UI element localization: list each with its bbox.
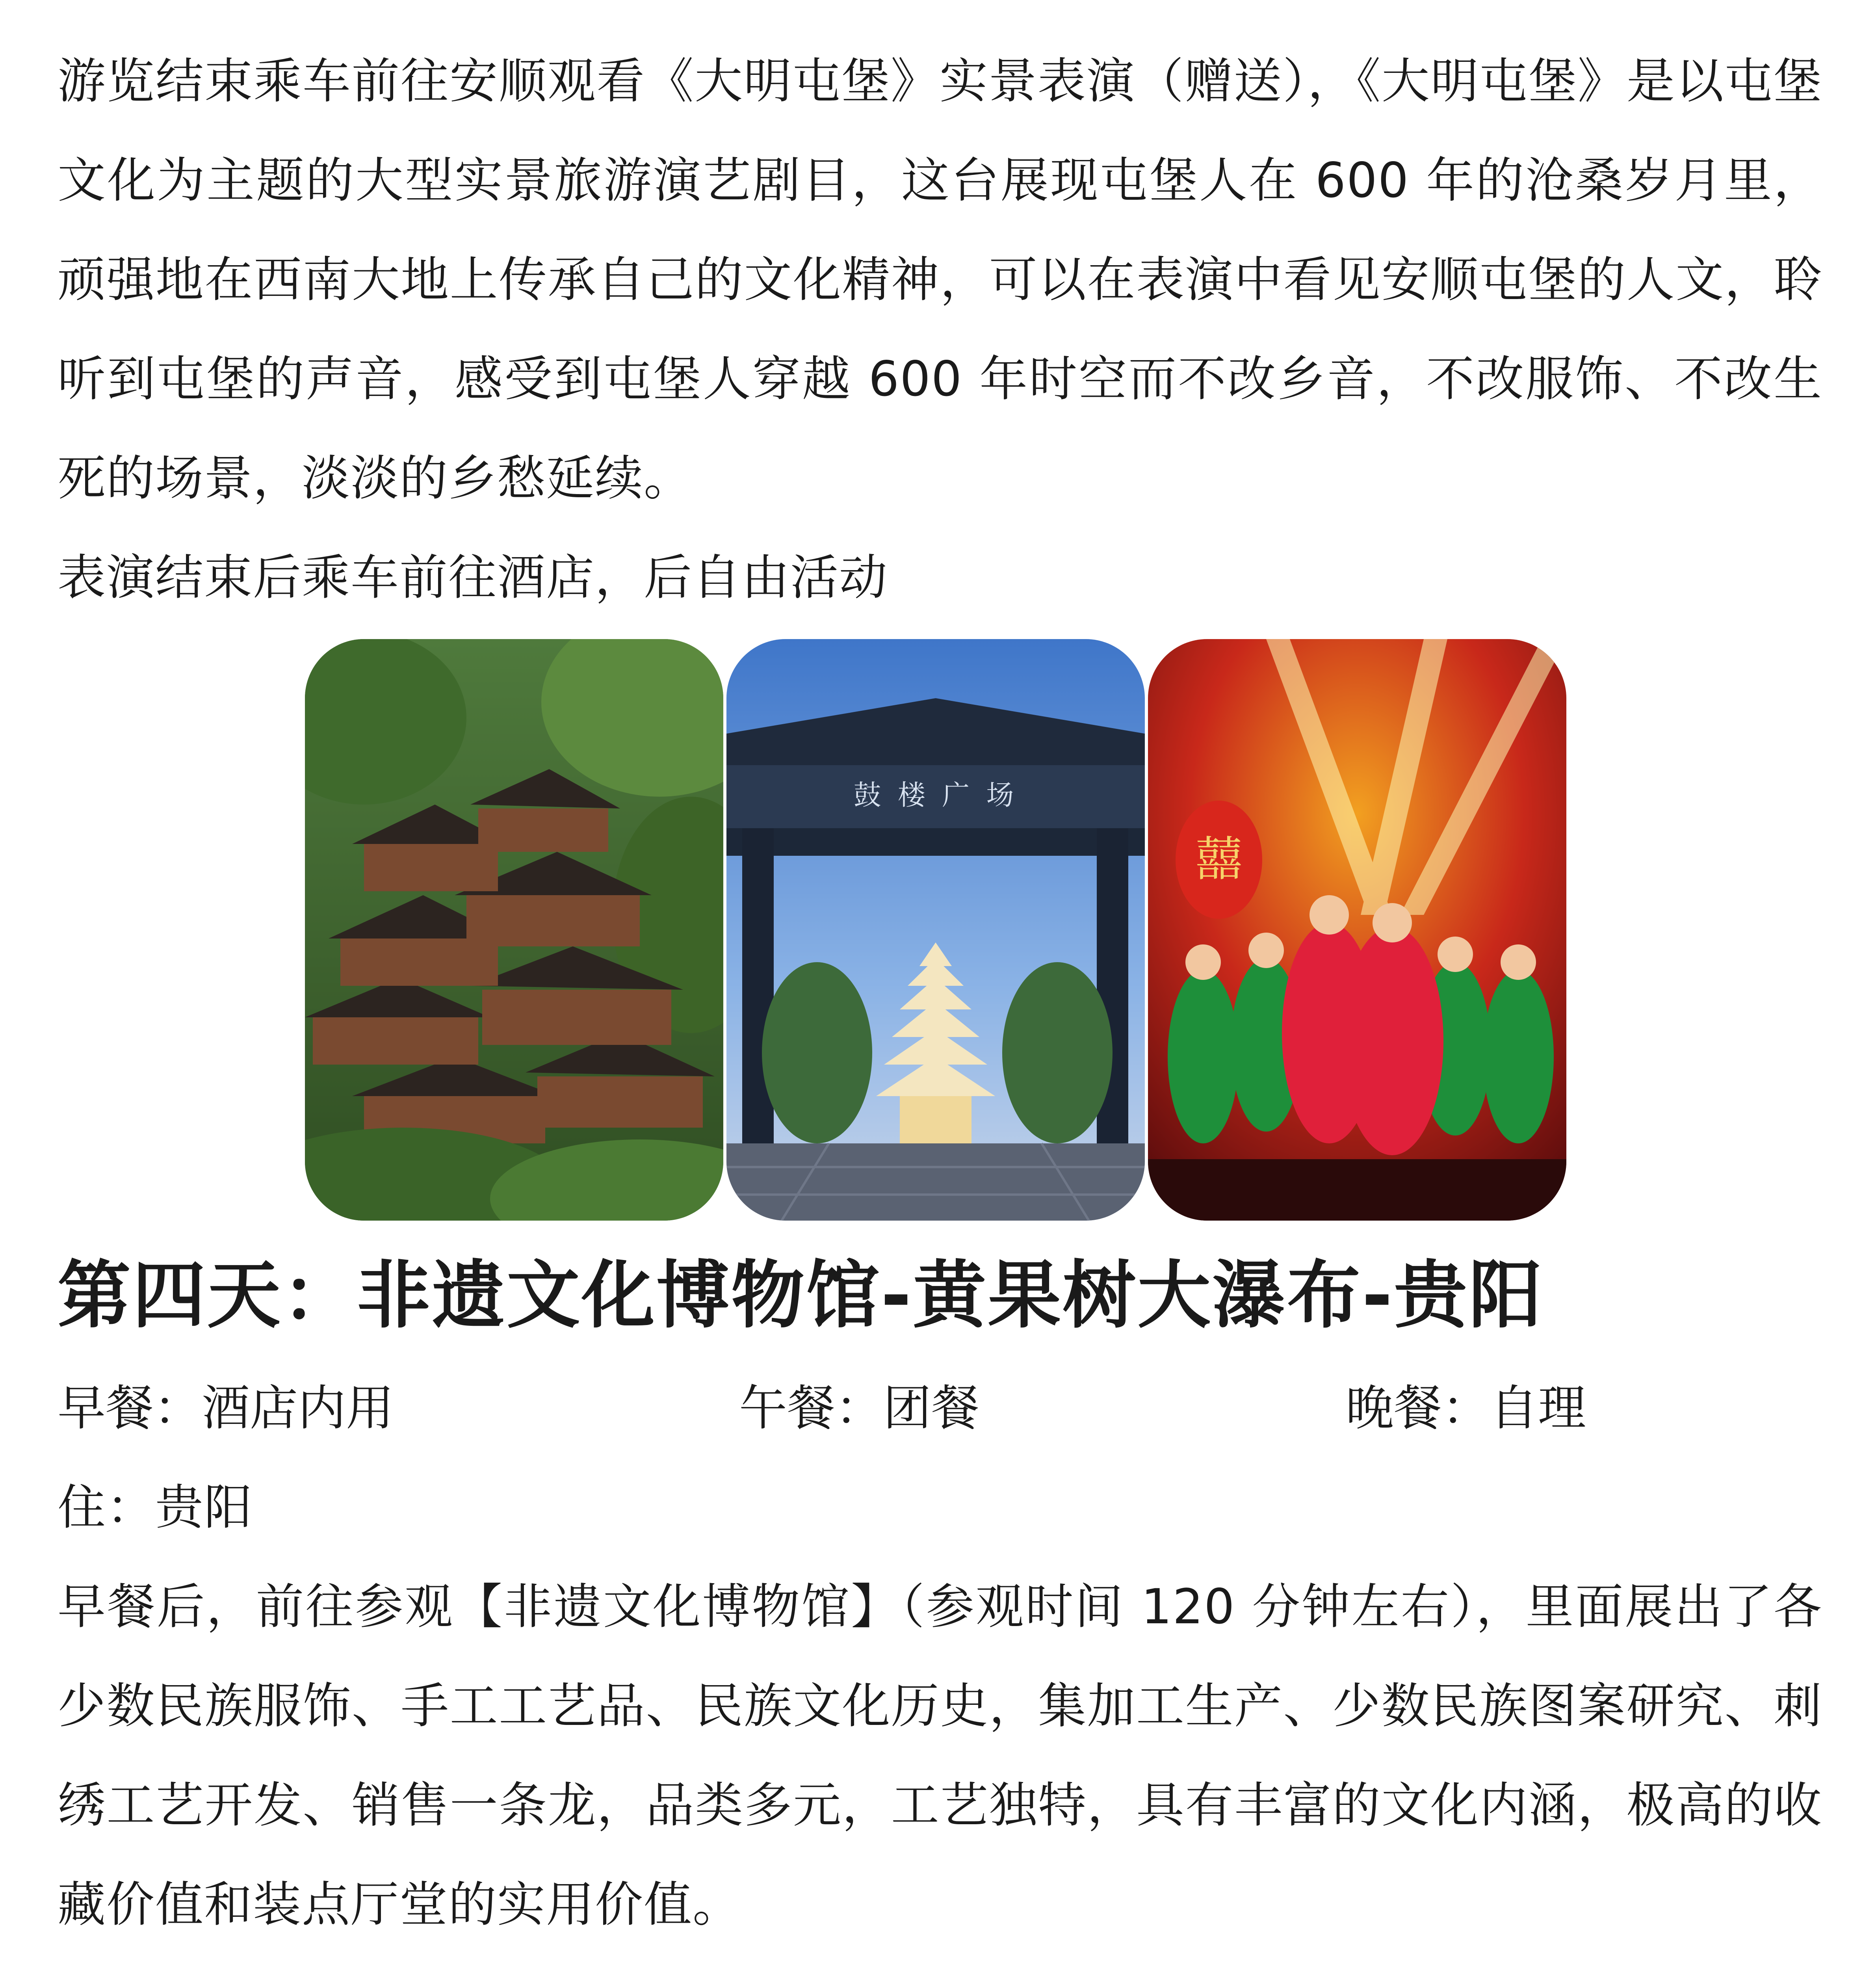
document-page — [58, 32, 1822, 1970]
village-photo — [305, 639, 723, 1221]
day4-title: 第四天：非遗文化博物馆-黄果树大瀑布-贵阳 — [58, 1253, 1544, 1338]
gate-sign-text: 鼓 楼 广 场 — [853, 779, 1018, 811]
show-paragraph: 游览结束乘车前往安顺观看《大明屯堡》实景表演（赠送），《大明屯堡》是以屯堡文化为主题的大型实景旅游演艺剧目，这台展现屯堡人在 600 年的沧桑岁月里，顽强地在西南大地上传承自己的文化精神，可以在表演中看见安顺屯堡的人文，聆听到屯堡的声音，感受到屯堡人穿越 600 年时空而不改乡音，不改服饰、不改生死的场景，淡淡的乡愁延续。 — [58, 53, 1822, 506]
lunch-info: 午餐：团餐 — [739, 1380, 979, 1436]
performance-photo — [1148, 639, 1566, 1221]
drum-tower-photo — [726, 639, 1145, 1221]
stay-info: 住：贵阳 — [58, 1479, 253, 1535]
photo-strip — [305, 639, 1822, 1221]
breakfast-info: 早餐：酒店内用 — [58, 1380, 394, 1436]
after-show-paragraph: 表演结束后乘车前往酒店，后自由活动 — [58, 550, 888, 606]
waterfall-paragraph — [58, 1954, 1822, 1970]
museum-paragraph: 早餐后，前往参观【非遗文化博物馆】（参观时间 120 分钟左右），里面展出了各少数民族服饰、手工工艺品、民族文化历史，集加工生产、少数民族图案研究、刺绣工艺开发、销售一条龙，品类多元，工艺独特，具有丰富的文化内涵，极高的收藏价值和装点厅堂的实用价值。 — [58, 1579, 1822, 1933]
lantern-character: 囍 — [1195, 832, 1243, 887]
dinner-info: 晚餐：自理 — [1346, 1380, 1586, 1436]
meals-row — [58, 1359, 1822, 1458]
